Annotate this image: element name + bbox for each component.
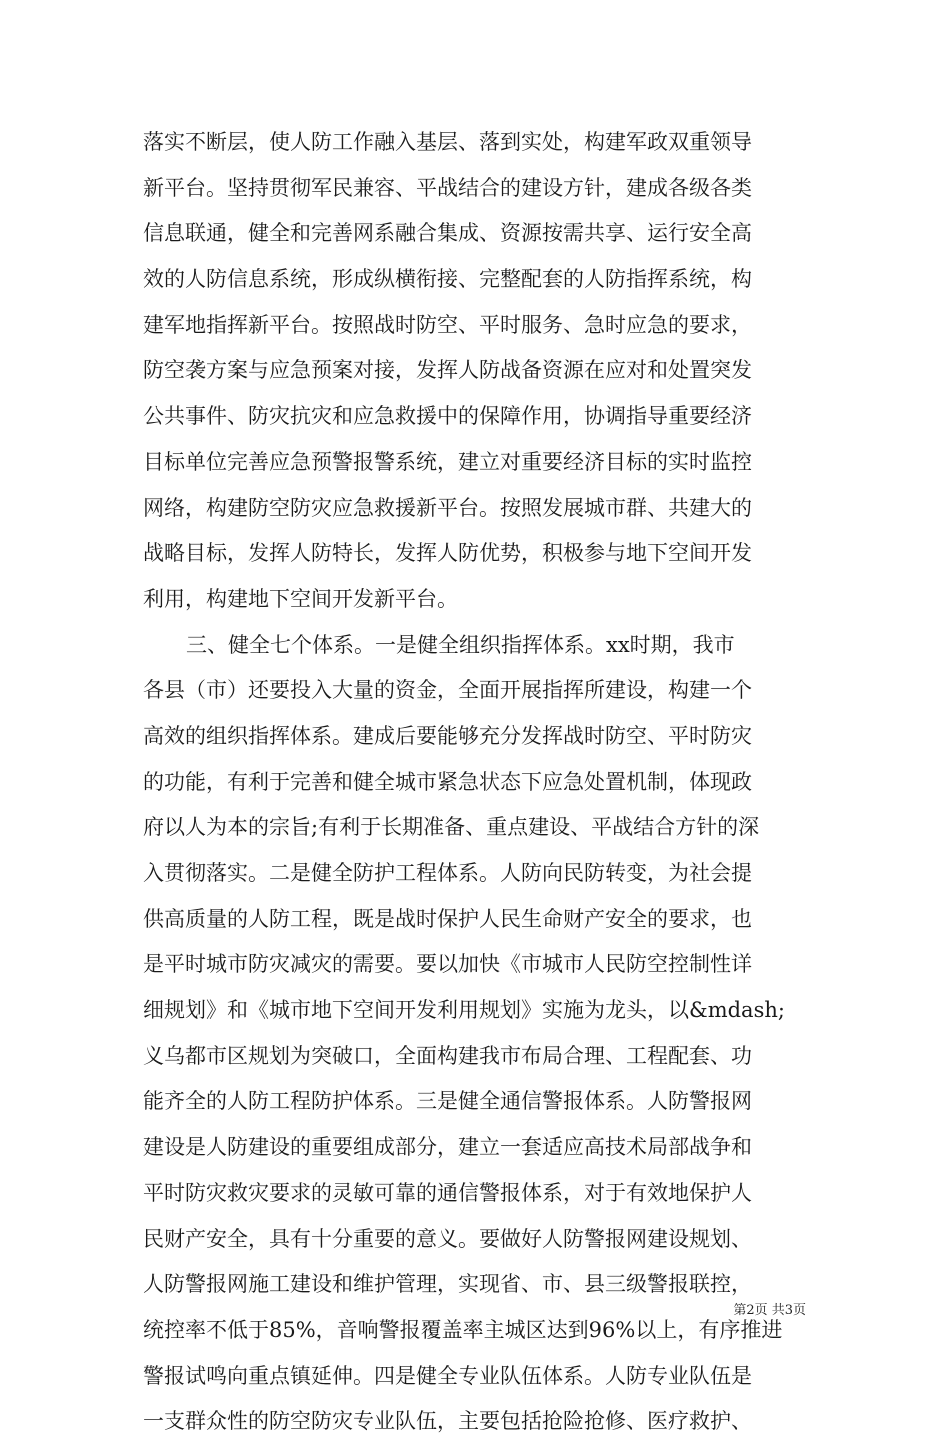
text-line: 人防警报网施工建设和维护管理，实现省、市、县三级警报联控，: [143, 1272, 752, 1297]
text-line: 防空袭方案与应急预案对接，发挥人防战备资源在应对和处置突发: [143, 358, 752, 383]
text-line: 新平台。坚持贯彻军民兼容、平战结合的建设方针，建成各级各类: [143, 175, 752, 200]
text-line: 公共事件、防灾抗灾和应急救援中的保障作用，协调指导重要经济: [143, 404, 752, 429]
text-line: 民财产安全，具有十分重要的意义。要做好人防警报网建设规划、: [143, 1226, 752, 1251]
text-line: 一支群众性的防空防灾专业队伍，主要包括抢险抢修、医疗救护、: [143, 1409, 752, 1434]
text-line: 利用，构建地下空间开发新平台。: [143, 586, 458, 611]
text-line: 高效的组织指挥体系。建成后要能够充分发挥战时防空、平时防灾: [143, 723, 752, 748]
text-line: 网络，构建防空防灾应急救援新平台。按照发展城市群、共建大的: [143, 495, 752, 520]
document-body: [143, 120, 813, 1445]
text-line: 是平时城市防灾减灾的需要。要以加快《市城市人民防空控制性详: [143, 952, 752, 977]
text-line: 义乌都市区规划为突破口，全面构建我市布局合理、工程配套、功: [143, 1043, 752, 1068]
text-line: 的功能，有利于完善和健全城市紧急状态下应急处置机制，体现政: [143, 769, 752, 794]
text-line: 效的人防信息系统，形成纵横衔接、完整配套的人防指挥系统，构: [143, 267, 752, 292]
text-line: 战略目标，发挥人防特长，发挥人防优势，积极参与地下空间开发: [143, 541, 752, 566]
text-line: 建设是人防建设的重要组成部分，建立一套适应高技术局部战争和: [143, 1135, 752, 1160]
text-line: 各县（市）还要投入大量的资金，全面开展指挥所建设，构建一个: [143, 678, 752, 703]
text-line: 警报试鸣向重点镇延伸。四是健全专业队伍体系。人防专业队伍是: [143, 1363, 752, 1388]
page-number: 第2页 共3页: [733, 1303, 806, 1318]
text-line: 府以人为本的宗旨;有利于长期准备、重点建设、平战结合方针的深: [143, 815, 760, 840]
paragraph-heading-line: 三、健全七个体系。一是健全组织指挥体系。xx时期，我市: [186, 632, 735, 657]
text-line: 目标单位完善应急预警报警系统，建立对重要经济目标的实时监控: [143, 449, 752, 474]
text-line: 供高质量的人防工程，既是战时保护人民生命财产安全的要求，也: [143, 906, 752, 931]
text-line: 细规划》和《城市地下空间开发利用规划》实施为龙头，以&mdash;: [143, 998, 785, 1023]
text-line: 落实不断层，使人防工作融入基层、落到实处，构建军政双重领导: [143, 130, 752, 154]
text-line: 平时防灾救灾要求的灵敏可靠的通信警报体系，对于有效地保护人: [143, 1180, 752, 1205]
text-line: 建军地指挥新平台。按照战时防空、平时服务、急时应急的要求，: [143, 312, 752, 337]
text-line: 信息联通，健全和完善网系融合集成、资源按需共享、运行安全高: [143, 221, 752, 246]
text-line: 入贯彻落实。二是健全防护工程体系。人防向民防转变，为社会提: [143, 861, 752, 885]
text-line: 统控率不低于85%，音响警报覆盖率主城区达到96%以上，有序推进: [143, 1317, 783, 1342]
text-line: 能齐全的人防工程防护体系。三是健全通信警报体系。人防警报网: [143, 1089, 752, 1114]
